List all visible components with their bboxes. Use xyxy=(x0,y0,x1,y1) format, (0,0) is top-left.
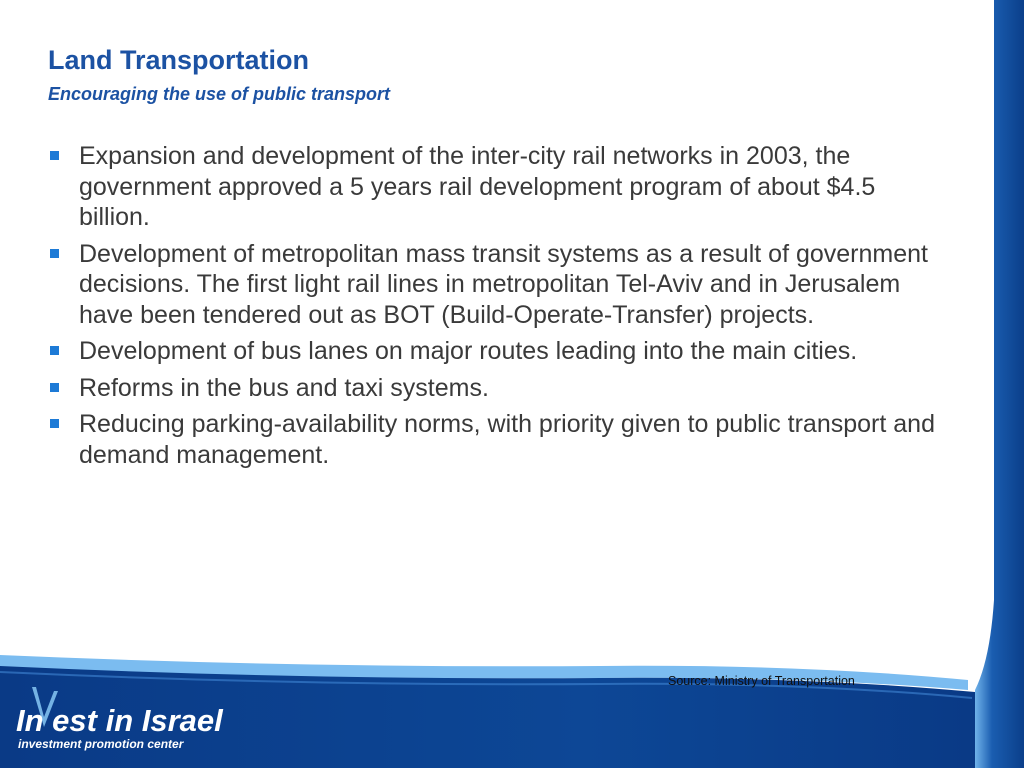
bullet-text: Reducing parking-availability norms, with priority given to public transport and demand management. xyxy=(79,410,935,469)
bullet-item xyxy=(48,239,953,331)
bullet-text: Reforms in the bus and taxi systems. xyxy=(79,373,489,402)
bullet-item xyxy=(48,409,953,470)
source-note: Source: Ministry of Transportation xyxy=(668,674,855,688)
bullet-text: Development of bus lanes on major routes leading into the main cities. xyxy=(79,337,858,365)
logo-wordmark: In est in Israel xyxy=(16,703,223,738)
bullet-text: Expansion and development of the inter-city rail networks in 2003, the government approved a 5 years rail development program of about $4.5 billion. xyxy=(79,142,876,231)
square-bullet-icon xyxy=(50,151,59,160)
square-bullet-icon xyxy=(50,419,59,428)
square-bullet-icon xyxy=(50,249,59,258)
square-bullet-icon xyxy=(50,346,59,355)
square-bullet-icon xyxy=(50,383,59,392)
bullet-list xyxy=(48,141,953,476)
slide-subtitle: Encouraging the use of public transport xyxy=(48,84,391,104)
slide-title: Land Transportation xyxy=(48,45,310,75)
bullet-text: Development of metropolitan mass transit systems as a result of government decisions. The first light rail lines in metropolitan Tel-Aviv and in Jerusalem have been tendered out as BOT (Build-Operate-Transfer) projects. xyxy=(79,239,928,329)
bullet-item xyxy=(48,336,953,367)
logo-tagline: investment promotion center xyxy=(18,737,184,751)
invest-in-israel-logo xyxy=(14,683,264,753)
bullet-item xyxy=(48,141,953,233)
right-frame-band xyxy=(975,0,1024,768)
bullet-item xyxy=(48,373,953,404)
